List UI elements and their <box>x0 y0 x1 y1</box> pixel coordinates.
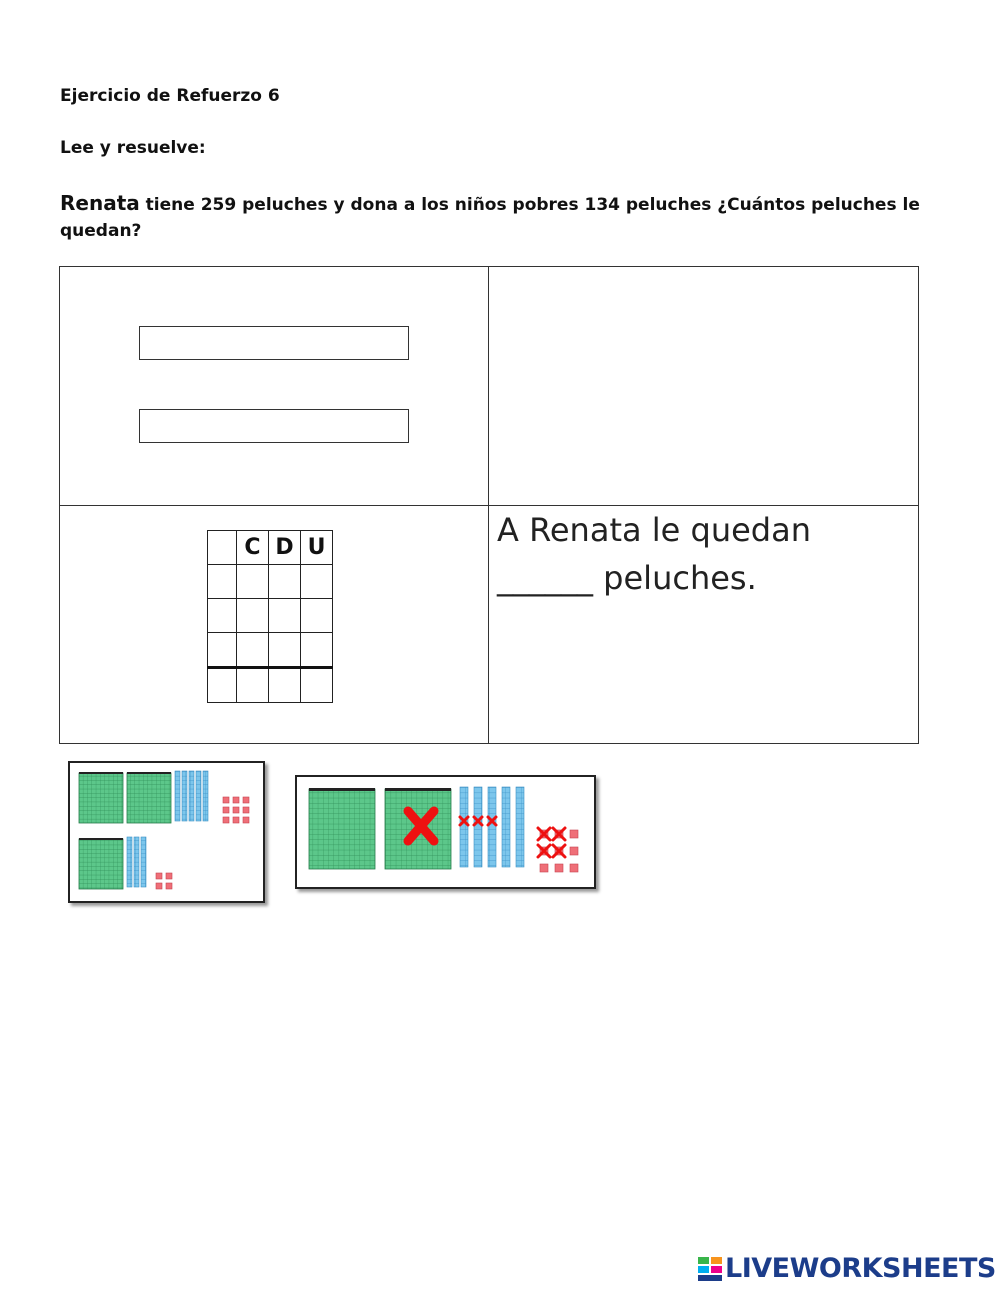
place-value-header-u: U <box>301 531 333 565</box>
base-ten-blocks-picture <box>68 761 265 903</box>
place-value-header-c: C <box>237 531 269 565</box>
liveworksheets-logo-icon <box>697 1256 723 1282</box>
u-cell[interactable] <box>301 633 333 668</box>
u-cell[interactable] <box>301 668 333 703</box>
problem-name: Renata <box>60 191 140 215</box>
hundreds-blocks <box>79 772 171 823</box>
answer-sentence <box>497 506 907 602</box>
answer-line-1: A Renata le quedan <box>497 511 811 549</box>
place-value-header-blank <box>208 531 237 565</box>
d-cell[interactable] <box>269 668 301 703</box>
sign-cell[interactable] <box>208 668 237 703</box>
u-cell[interactable] <box>301 565 333 599</box>
crossed-blocks-picture <box>295 775 596 889</box>
d-cell[interactable] <box>269 599 301 633</box>
c-cell[interactable] <box>237 633 269 668</box>
second-number-input[interactable] <box>139 409 409 443</box>
c-cell[interactable] <box>237 668 269 703</box>
place-value-row <box>208 599 333 633</box>
sign-cell[interactable] <box>208 633 237 668</box>
place-value-header-row <box>208 531 333 565</box>
tens-rods <box>460 787 524 867</box>
subtracted-unit-cubes <box>156 873 172 889</box>
answer-line-2: ______ peluches. <box>497 559 757 597</box>
base-ten-blocks-illustration <box>70 763 263 901</box>
d-cell[interactable] <box>269 633 301 668</box>
place-value-header-d: D <box>269 531 301 565</box>
tens-rods <box>175 771 208 821</box>
u-cell[interactable] <box>301 599 333 633</box>
logo-text: LIVEWORKSHEETS <box>725 1253 996 1284</box>
unit-cross-icon <box>538 828 565 857</box>
problem-statement <box>60 190 930 244</box>
unit-cubes <box>223 797 249 823</box>
instruction: Lee y resuelve: <box>60 138 206 158</box>
place-value-table <box>207 530 333 703</box>
problem-text: tiene 259 peluches y dona a los niños pobres 134 peluches ¿Cuántos peluches le quedan? <box>60 195 920 241</box>
sign-cell[interactable] <box>208 599 237 633</box>
c-cell[interactable] <box>237 565 269 599</box>
c-cell[interactable] <box>237 599 269 633</box>
worksheet-title: Ejercicio de Refuerzo 6 <box>60 86 280 106</box>
subtracted-tens-rods <box>127 837 146 887</box>
place-value-row <box>208 633 333 668</box>
hundreds-blocks <box>309 788 451 869</box>
d-cell[interactable] <box>269 565 301 599</box>
first-number-input[interactable] <box>139 326 409 360</box>
place-value-row <box>208 565 333 599</box>
sign-cell[interactable] <box>208 565 237 599</box>
crossed-blocks-illustration <box>297 777 594 887</box>
place-value-result-row <box>208 668 333 703</box>
subtracted-hundreds-blocks <box>79 838 123 889</box>
